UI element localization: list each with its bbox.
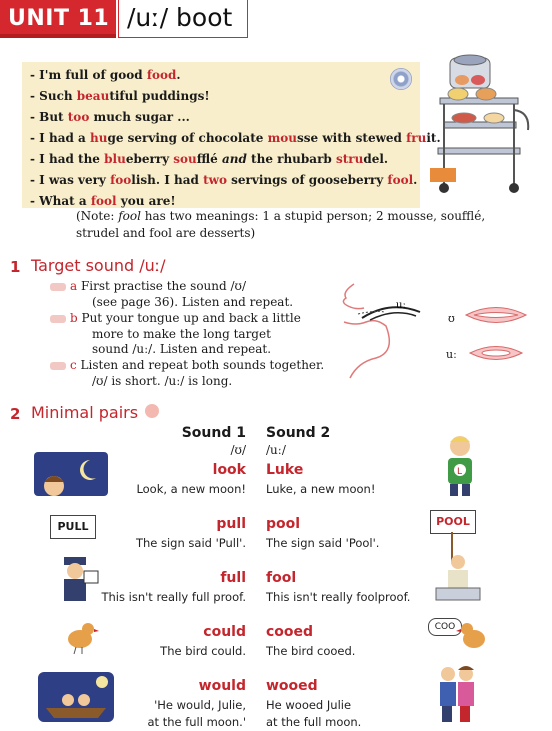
dialogue-dash: - [30,89,40,103]
sound-2-word: cooed [266,624,314,640]
target-item-a [50,279,293,310]
lip-label-short: ʊ [448,312,455,325]
dialogue-dash: - [30,68,40,82]
item-line: a First practise the sound /ʊ/ [50,279,293,295]
highlighted-sound: too [67,110,90,124]
highlighted-sound: foo [110,173,132,187]
audio-track-icon[interactable] [50,315,66,323]
dialogue-text: and [221,152,247,166]
sound-1-sentence: This isn't really full proof. [101,590,246,604]
couple-illustration [432,662,482,724]
sound-1-sentence: The bird could. [160,644,246,658]
item-line: more to make the long target [92,326,271,341]
dialogue-dash: - [30,110,40,124]
pool-sign: POOL [430,510,476,534]
dialogue-line [30,68,181,82]
lips-long-icon [464,342,528,364]
dialogue-text: But [39,110,68,124]
target-item-c [50,358,324,389]
dialogue-text: Such [39,89,77,103]
item-letter: a [70,279,81,293]
dialogue-text: it. [426,131,441,145]
dialogue-line [30,173,417,187]
officer-illustration [52,555,100,603]
section-2-title: Minimal pairs [31,403,139,422]
highlighted-sound: hu [89,131,108,145]
mouth-profile-diagram [336,282,446,382]
sound-2-sentence: at the full moon. [266,715,362,729]
boat-couple-illustration [38,672,114,722]
dialogue-text: you are! [116,194,176,208]
bird-illustration-left [60,615,100,655]
dialogue-text: sse with stewed [297,131,407,145]
dialogue-text: fflé [196,152,222,166]
dialogue-text: I'm full of good [39,68,147,82]
dialogue-dash: - [30,152,40,166]
dialogue-text: I had a [39,131,90,145]
sound-2-sentence: This isn't really foolproof. [266,590,411,604]
dialogue-text: I had the [39,152,105,166]
dialogue-text: much sugar ... [89,110,190,124]
dialogue-text: the rhubarb [246,152,336,166]
sound-1-label: Sound 1 [181,425,246,441]
highlighted-sound: fru [406,131,427,145]
sound-1-word: look [212,462,246,478]
dialogue-line [30,194,176,208]
sound-2-sentence: He wooed Julie [266,698,352,712]
item-line: /ʊ/ is short. /uː/ is long. [92,373,233,388]
highlighted-sound: stru [335,152,364,166]
audio-track-icon[interactable] [50,362,66,370]
highlighted-sound: mou [267,131,297,145]
audio-track-icon[interactable] [50,283,66,291]
dialogue-dash: - [30,173,40,187]
coo-speech-bubble: COO [428,618,462,636]
sound-2-phoneme: /uː/ [266,443,286,457]
item-line: c Listen and repeat both sounds together. [50,358,324,374]
dialogue-text: servings of gooseberry [226,173,388,187]
dialogue-text: eberry [125,152,174,166]
sound-2-sentence: Luke, a new moon! [266,482,376,496]
pull-sign: PULL [50,515,96,539]
dialogue-line [30,89,210,103]
luke-boy-illustration [440,432,480,496]
sound-2-sentence: The sign said 'Pool'. [266,536,380,550]
item-line: b Put your tongue up and back a little [50,311,301,327]
section-1-title: Target sound /uː/ [31,256,166,275]
sound-1-word: full [220,570,246,586]
ear-icon [145,404,159,418]
sound-1-sentence: 'He would, Julie, [154,698,246,712]
sound-1-phoneme: /ʊ/ [230,443,246,457]
highlighted-sound: fool [387,173,414,187]
sound-2-word: pool [266,516,301,532]
sound-2-sentence: The bird cooed. [266,644,356,658]
dialogue-text: lish. I had [131,173,204,187]
dialogue-text: del. [363,152,389,166]
highlighted-sound: food [146,68,177,82]
dialogue-text: What a [39,194,91,208]
highlighted-sound: beau [76,89,110,103]
dessert-trolley-illustration [430,50,540,200]
dialogue-line [30,110,190,124]
l-badge-letter: L [457,467,463,477]
highlighted-sound: blu [104,152,126,166]
sound-1-sentence: at the full moon.' [147,715,246,729]
sound-1-sentence: Look, a new moon! [136,482,246,496]
sound-1-word: would [198,678,246,694]
dialogue-line [30,131,441,145]
tongue-label: uː [396,300,406,311]
highlighted-sound: two [203,173,227,187]
dialogue-text: ge serving of chocolate [107,131,268,145]
sound-2-word: fool [266,570,297,586]
highlighted-sound: fool [90,194,117,208]
moon-night-illustration [34,452,108,496]
target-item-b [50,311,301,358]
dialogue-text: I was very [39,173,111,187]
lip-label-long: uː [446,348,457,361]
sound-2-word: Luke [266,462,304,478]
section-1-number: 1 [10,258,21,276]
dialogue-dash: - [30,131,40,145]
dialogue-dash: - [30,194,40,208]
section-2-number: 2 [10,405,21,423]
item-letter: b [70,311,82,325]
dialogue-text: . [176,68,181,82]
dialogue-text: tiful puddings! [109,89,210,103]
unit-badge: UNIT 11 [0,0,116,38]
item-line: sound /uː/. Listen and repeat. [92,342,272,356]
sound-1-word: could [203,624,246,640]
shop-fool-illustration [432,552,482,602]
dialogue-text: . [413,173,418,187]
cd-audio-icon[interactable] [390,68,412,90]
sound-2-label: Sound 2 [266,425,331,441]
dialogue-line [30,152,388,166]
lips-short-icon [464,304,528,326]
item-line: (see page 36). Listen and repeat. [92,294,294,309]
unit-title: /uː/ boot [118,0,248,38]
sound-1-word: pull [216,516,246,532]
bird-illustration-right [456,615,492,655]
item-letter: c [70,358,81,372]
highlighted-sound: sou [173,152,197,166]
sound-2-word: wooed [266,678,318,694]
note: (Note: fool has two meanings: 1 a stupid person; 2 mousse, soufflé, strudel and fool are desserts) [76,209,486,240]
sound-1-sentence: The sign said 'Pull'. [135,536,246,550]
